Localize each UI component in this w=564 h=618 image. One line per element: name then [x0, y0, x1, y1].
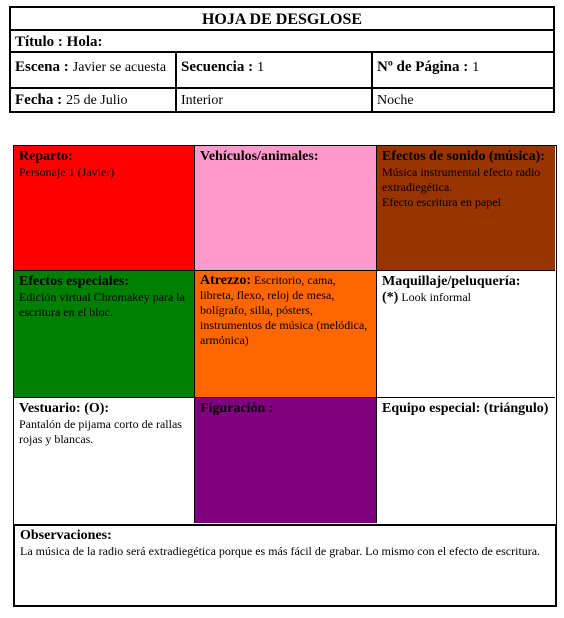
atrezzo-label: Atrezzo:: [200, 273, 252, 288]
escena-field: [11, 53, 175, 87]
equipo-especial-label: Equipo especial: (triángulo): [382, 401, 549, 416]
header-table: [9, 6, 555, 113]
dia-noche-field: [371, 89, 553, 111]
vehiculos-label: Vehículos/animales:: [200, 149, 319, 164]
secuencia-label: Secuencia :: [181, 59, 254, 75]
page-title: HOJA DE DESGLOSE: [201, 11, 363, 28]
observaciones-box: [13, 524, 557, 607]
observaciones-label: Observaciones:: [20, 528, 112, 543]
maquillaje-cell: [377, 271, 555, 398]
fecha-field: [11, 89, 175, 111]
reparto-label: Reparto:: [19, 149, 73, 164]
reparto-text: Personaje 1 (Javier): [19, 165, 115, 179]
escena-value: Javier se acuesta: [72, 60, 167, 75]
secuencia-field: [175, 53, 371, 87]
reparto-cell: [14, 146, 195, 271]
header-fecha-row: [11, 89, 553, 111]
observaciones-text: La música de la radio será extradiegética porque es más fácil de grabar. Lo mismo con el efecto de escritura.: [20, 544, 541, 558]
pagina-field: [371, 53, 553, 87]
fecha-value: 25 de Julio: [66, 93, 128, 108]
header-title-row: [11, 8, 553, 31]
equipo-especial-cell: [377, 398, 555, 523]
maquillaje-text: Look informal: [401, 290, 471, 304]
maquillaje-label: Maquillaje/peluquería:: [382, 274, 521, 289]
titulo-label: Título : Hola:: [15, 34, 103, 50]
pagina-value: 1: [472, 60, 480, 75]
escena-label: Escena :: [15, 59, 69, 75]
atrezzo-cell: [195, 271, 377, 398]
figuracion-cell: [195, 398, 377, 523]
efectos-especiales-text: Edición virtual Chromakey para la escritura en el bloc.: [19, 290, 185, 319]
int-ext-field: [175, 89, 371, 111]
vestuario-cell: [14, 398, 195, 523]
header-titulo-row: [11, 31, 553, 53]
titulo-field: [11, 31, 553, 51]
vestuario-text: Pantalón de pijama corto de rallas rojas y blancas.: [19, 417, 182, 446]
breakdown-grid: [13, 145, 557, 525]
vehiculos-cell: [195, 146, 377, 271]
efectos-especiales-label: Efectos especiales:: [19, 274, 130, 289]
atrezzo-text: Escritorio, cama, libreta, flexo, reloj de mesa, bolígrafo, silla, pósters, instrumentos de música (melódica, armónica): [200, 273, 368, 347]
maquillaje-mark: (*): [382, 290, 399, 305]
dia-noche-value: Noche: [377, 93, 414, 108]
sonido-text: Música instrumental efecto radio extradiegética. Efecto escritura en papel: [382, 165, 541, 209]
vestuario-label: Vestuario: (O):: [19, 401, 110, 416]
fecha-label: Fecha :: [15, 92, 63, 108]
int-ext-value: Interior: [181, 93, 223, 108]
efectos-especiales-cell: [14, 271, 195, 398]
header-escena-row: [11, 53, 553, 89]
figuracion-label: Figuración :: [200, 401, 274, 416]
pagina-label: Nº de Página :: [377, 59, 469, 75]
sonido-cell: [377, 146, 555, 271]
secuencia-value: 1: [257, 60, 265, 75]
sonido-label: Efectos de sonido (música):: [382, 149, 545, 164]
